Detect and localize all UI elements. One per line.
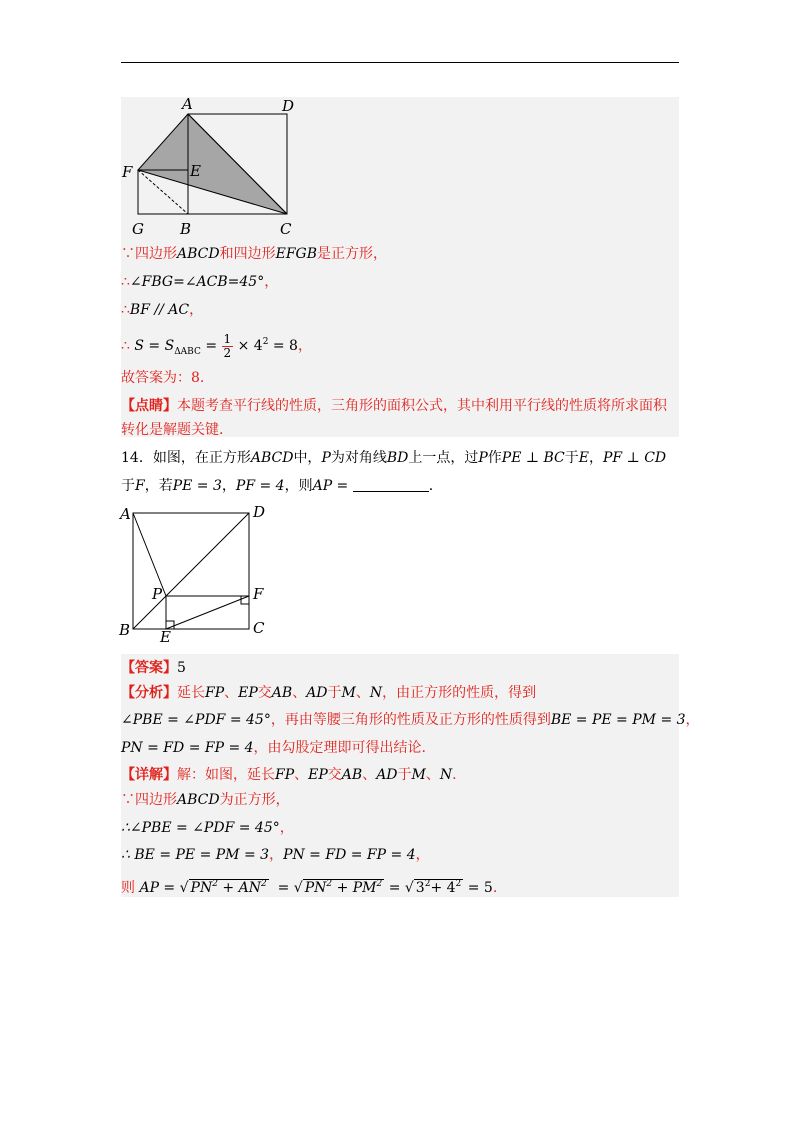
sol13-line6: 【点睛】本题考查平行线的性质，三角形的面积公式，其中利用平行线的性质将所求面积 bbox=[121, 398, 667, 414]
sol13-line3: ∴BF // AC， bbox=[121, 302, 204, 318]
ans14-line7: ∴∠PBE = ∠PDF = 45°， bbox=[121, 820, 294, 836]
figure-13 bbox=[118, 96, 308, 238]
sol13-line1: ∵四边形ABCD和四边形EFGB是正方形， bbox=[121, 246, 388, 262]
q14-line2: 于F，若PE = 3，PF = 4，则AP = . bbox=[121, 478, 434, 494]
label-D-2: D bbox=[253, 503, 266, 521]
ans14-line9: 则 AP = √ $PN^2 + AN^2$ = √ $PN^2 + PM^2$ = √ $3^2+ 4^2 = 5$. bbox=[121, 879, 498, 896]
figure-14 bbox=[116, 502, 276, 642]
ans14-line2: 【分析】延长FP、EP交AB、AD于M、N，由正方形的性质，得到 bbox=[121, 685, 537, 701]
label-A: A bbox=[182, 96, 193, 113]
label-P: P bbox=[152, 585, 163, 603]
label-G: G bbox=[132, 220, 144, 238]
sol13-line4: ∴ $S = S_{\Delta ABC}$ = $\frac{1}{2}$ × $4^2 = 8$， bbox=[121, 331, 312, 360]
answer-blank[interactable] bbox=[353, 477, 429, 492]
label-E: E bbox=[190, 162, 201, 180]
ans14-line5: 【详解】解：如图，延长FP、EP交AB、AD于M、N. bbox=[121, 767, 457, 783]
sol13-line2: ∴∠FBG=∠ACB=45°， bbox=[121, 274, 279, 290]
label-B-2: B bbox=[119, 621, 131, 639]
ans14-line1: 【答案】5 bbox=[121, 660, 186, 676]
sol13-line5: 故答案为：8. bbox=[121, 370, 205, 386]
ans14-line3: ∠PBE = ∠PDF = 45°，再由等腰三角形的性质及正方形的性质得到BE = PE = PM = 3， bbox=[121, 712, 700, 728]
q14-line1: 14．如图，在正方形ABCD中，P为对角线BD上一点，过P作PE ⊥ BC于E，PF ⊥ CD bbox=[121, 450, 667, 466]
segment-ef bbox=[166, 596, 249, 629]
ans14-line4: PN = FD = FP = 4，由勾股定理即可得出结论. bbox=[121, 740, 426, 756]
label-B: B bbox=[180, 220, 192, 238]
diagonal-bd bbox=[133, 513, 249, 629]
header-rule bbox=[121, 62, 679, 63]
label-F: F bbox=[122, 163, 133, 181]
label-E-2: E bbox=[160, 628, 171, 642]
label-C-2: C bbox=[253, 619, 265, 637]
label-C: C bbox=[280, 220, 292, 238]
ans14-line6: ∵四边形ABCD为正方形， bbox=[121, 792, 290, 808]
ans14-line8: ∴ BE = PE = PM = 3，PN = FD = FP = 4， bbox=[121, 847, 430, 863]
sol13-line7: 转化是解题关键. bbox=[121, 422, 224, 438]
segment-ap bbox=[133, 513, 166, 596]
label-A-2: A bbox=[120, 505, 131, 523]
label-D: D bbox=[282, 97, 295, 115]
label-F-2: F bbox=[253, 585, 264, 603]
shaded-triangle-afc bbox=[138, 114, 287, 214]
